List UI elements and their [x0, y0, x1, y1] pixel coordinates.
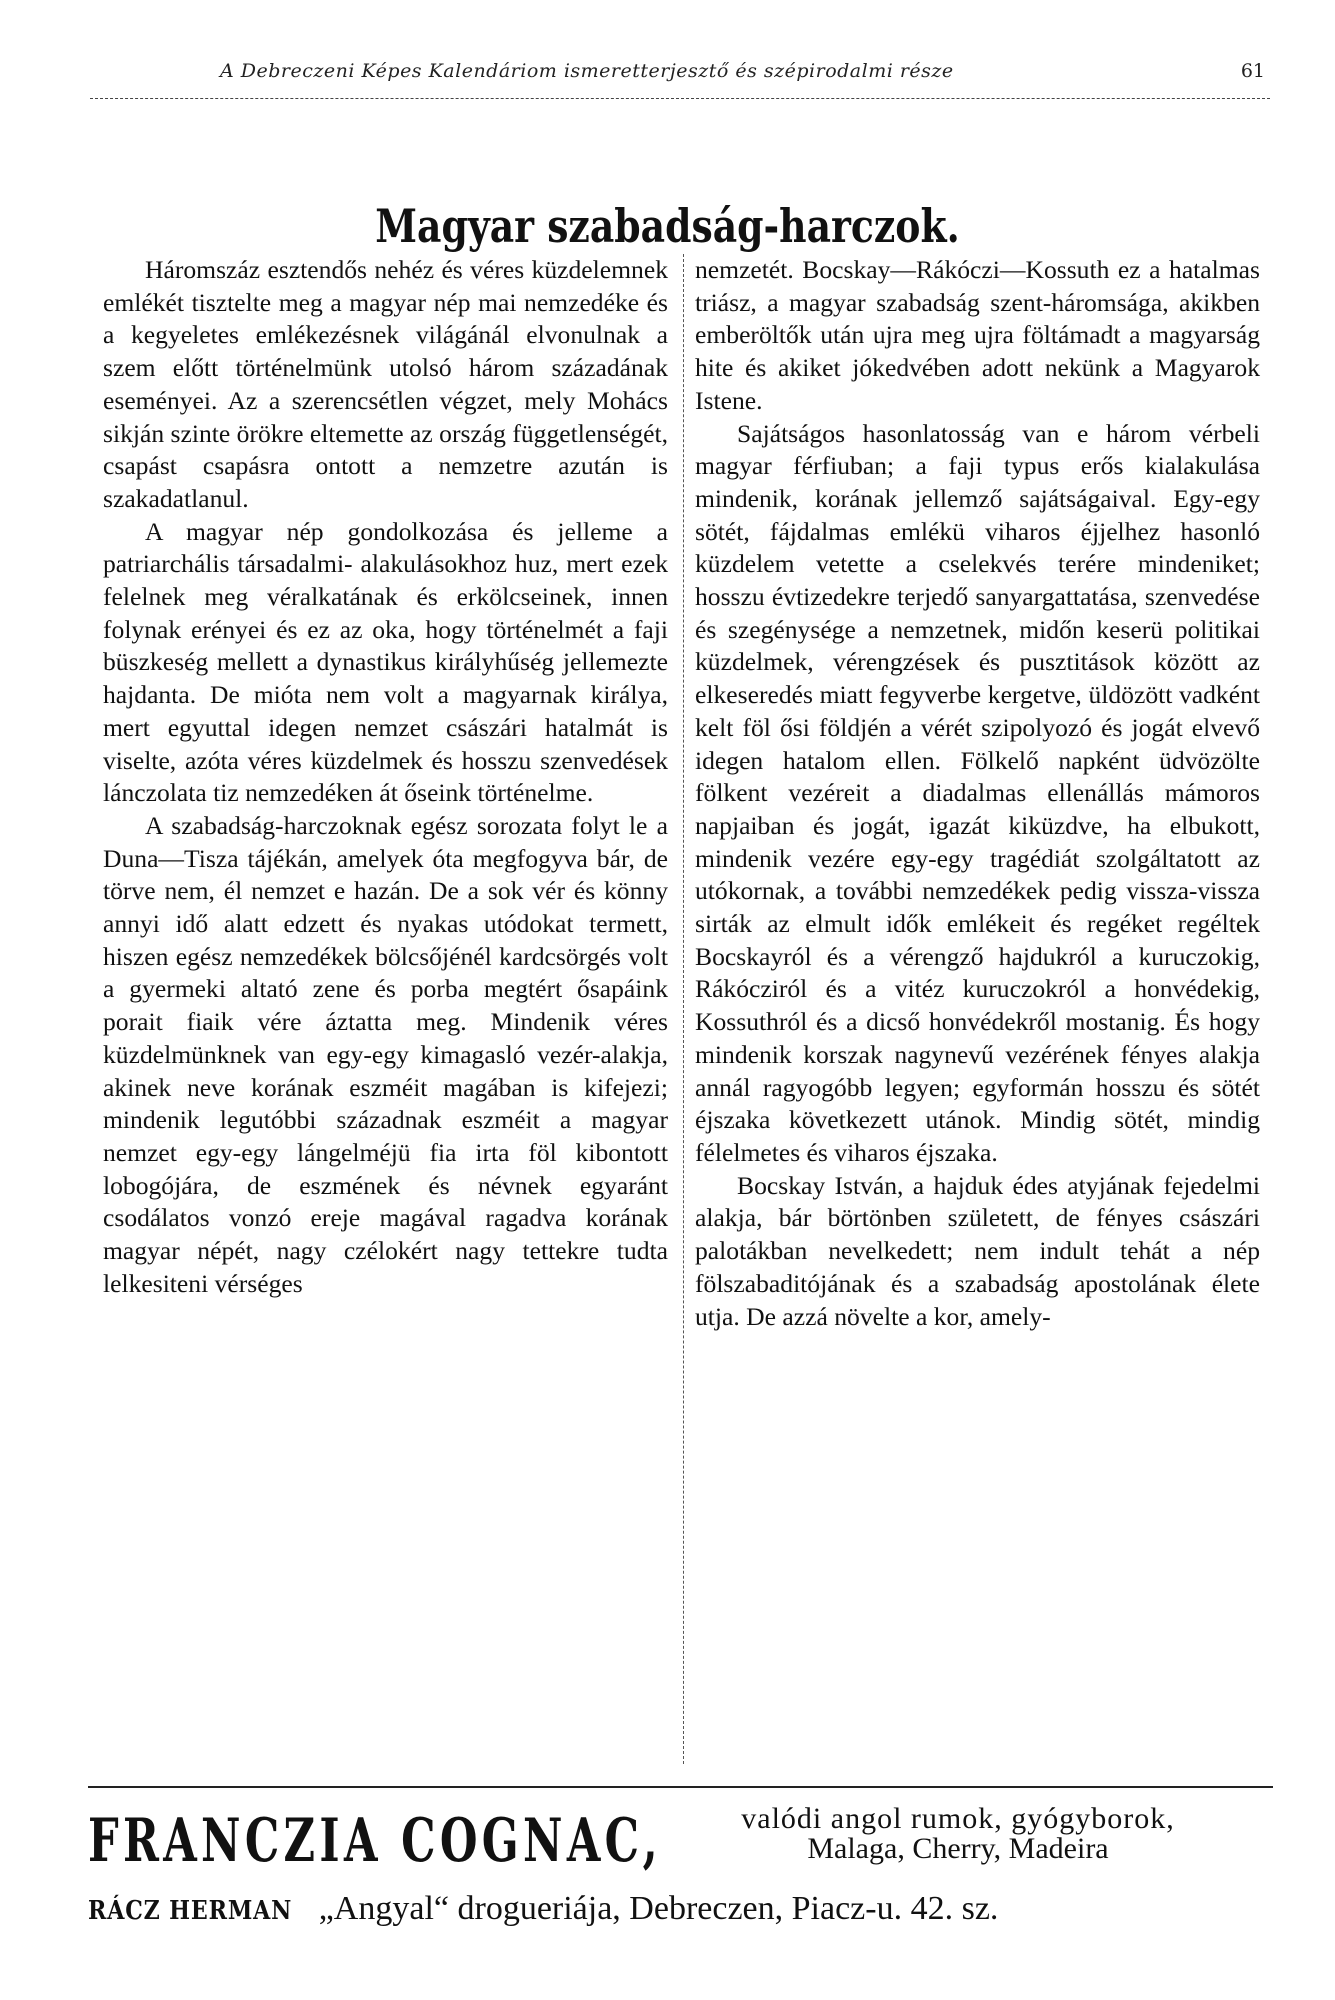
ad-products [633, 1804, 1283, 1864]
ad-products-line: Malaga, Cherry, Madeira [807, 1832, 1109, 1865]
ad-merchant: RÁCZ HERMAN [88, 1896, 293, 1926]
ad-address: „Angyal“ drogueriája, Debreczen, Piacz-u. 42. sz. [318, 1890, 999, 1927]
page-number: 61 [1240, 60, 1265, 82]
running-head [100, 60, 1270, 100]
ad-brand: FRANCZIA COGNAC, [88, 1806, 662, 1876]
ad-address-line [88, 1890, 998, 1928]
footer-divider [88, 1786, 1273, 1788]
running-head-title: A Debreczeni Képes Kalendáriom ismeretterjesztő és szépirodalmi része [220, 60, 954, 82]
paragraph: A magyar nép gondolkozása és jelleme a patriarchális társadalmi- alakulásokhoz huz, mert ezek felelnek meg véralkatának és erkölcseinek, innen folynak erényei és ez az oka, hogy történelmét a faji büszkeség mellett a dynastikus királyhűség jellemezte hajdanta. De mióta nem volt a magyarnak királya, mert egyuttal idegen nemzet császári hatalmát is viselte, azóta véres küzdelmek és hosszu szenvedések lánczolata tiz nemzedéken át őseink történelme. [103, 516, 668, 808]
paragraph: nemzetét. Bocskay—Rákóczi—Kossuth ez a hatalmas triász, a magyar szabadság szent-háromsága, akikben emberöltők után ujra meg ujra föltámadt a magyarság hite és akiket jókedvében adott nekünk a Magyarok Istene. [695, 255, 1260, 415]
paragraph: Bocskay István, a hajduk édes atyjának fejedelmi alakja, bár börtönben született, de fényes császári palotákban nevelkedett; nem indult tehát a nép fölszabaditójának és a szabadság apostolának élete utja. De azzá növelte a kor, amely- [695, 1170, 1260, 1331]
right-column [695, 254, 1260, 1333]
paragraph: A szabadság-harczoknak egész sorozata folyt le a Duna—Tisza tájékán, amelyek óta megfogyva bár, de törve nem, él nemzet e hazán. De a sok vér és könny annyi idő alatt edzett és nyakas utódokat termett, hiszen egész nemzedékek bölcsőjénél kardcsörgés volt a gyermeki altató zene és porba megtért ősapáink porait fiaik vére áztatta meg. Mindenik véres küzdelmünknek van egy-egy kimagasló vezér-alakja, akinek neve korának eszméit magában is kifejezi; mindenik legutóbbi századnak eszméit a magyar nemzet egy-egy lángelméjü fia irta föl kibontott lobogójára, de eszmének és névnek egyaránt csodálatos vonzó ereje magával ragadva korának magyar népét, nagy czélokért nagy tettekre tudta lelkesiteni vérséges [103, 810, 668, 1298]
column-divider [683, 254, 684, 1764]
ad-products-line: valódi angol rumok, gyógyborok, [741, 1802, 1175, 1835]
paragraph: Háromszáz esztendős nehéz és véres küzdelemnek emlékét tisztelte meg a magyar nép mai nemzedéke és a kegyeletes emlékezésnek világánál elvonulnak a szem előtt történelmünk utolsó három századának eseményei. Az a szerencsétlen végzet, mely Mohács sikján szinte örökre eltemette az ország függetlenségét, csapást csapásra ontott a nemzetre azután is szakadatlanul. [103, 255, 668, 513]
article-title: Magyar szabadság-harczok. [375, 198, 960, 253]
advertisement [88, 1800, 1278, 1960]
header-divider [90, 98, 1270, 99]
left-column [103, 254, 668, 1301]
paragraph: Sajátságos hasonlatosság van e három vérbeli magyar férfiuban; a faji typus erős kialakulása mindenik, korának jellemző sajátságaival. Egy-egy sötét, fájdalmas emlékü viharos éjjelhez hasonló küzdelem vetette a cselekvés terére mindeniket; hosszu évtizedekre terjedő sanyargattatása, szenvedése és szegénysége a nemzetnek, midőn keserü politikai küzdelmek, vérengzések és pusztitások között az elkeseredés miatt fegyverbe kergetve, üldözött vadként kelt föl ősi földjén a vérét szipolyozó és jogát elvevő idegen hatalom ellen. Fölkelő napként üdvözölte fölkent vezéreit a diadalmas ellenállás mámoros napjaiban és jogát, igazát kiküzdve, ha elbukott, mindenik vezére egy-egy tragédiát szolgáltatott az utókornak, a további nemzedékek pedig vissza-vissza sirták az elmult idők emlékeit és regéket regéltek Bocskayról és a vérengző hajdukról a kuruczokig, Rákócziról és a vitéz kuruczokról a honvédekig, Kossuthról és a dicső honvédekről mostanig. És hogy mindenik korszak nagynevű vezérének fényes alakja annál ragyogóbb legyen; egyformán hosszu és sötét éjszaka következett utánok. Mindig sötét, mindig félelmetes és viharos éjszaka. [695, 418, 1260, 1167]
